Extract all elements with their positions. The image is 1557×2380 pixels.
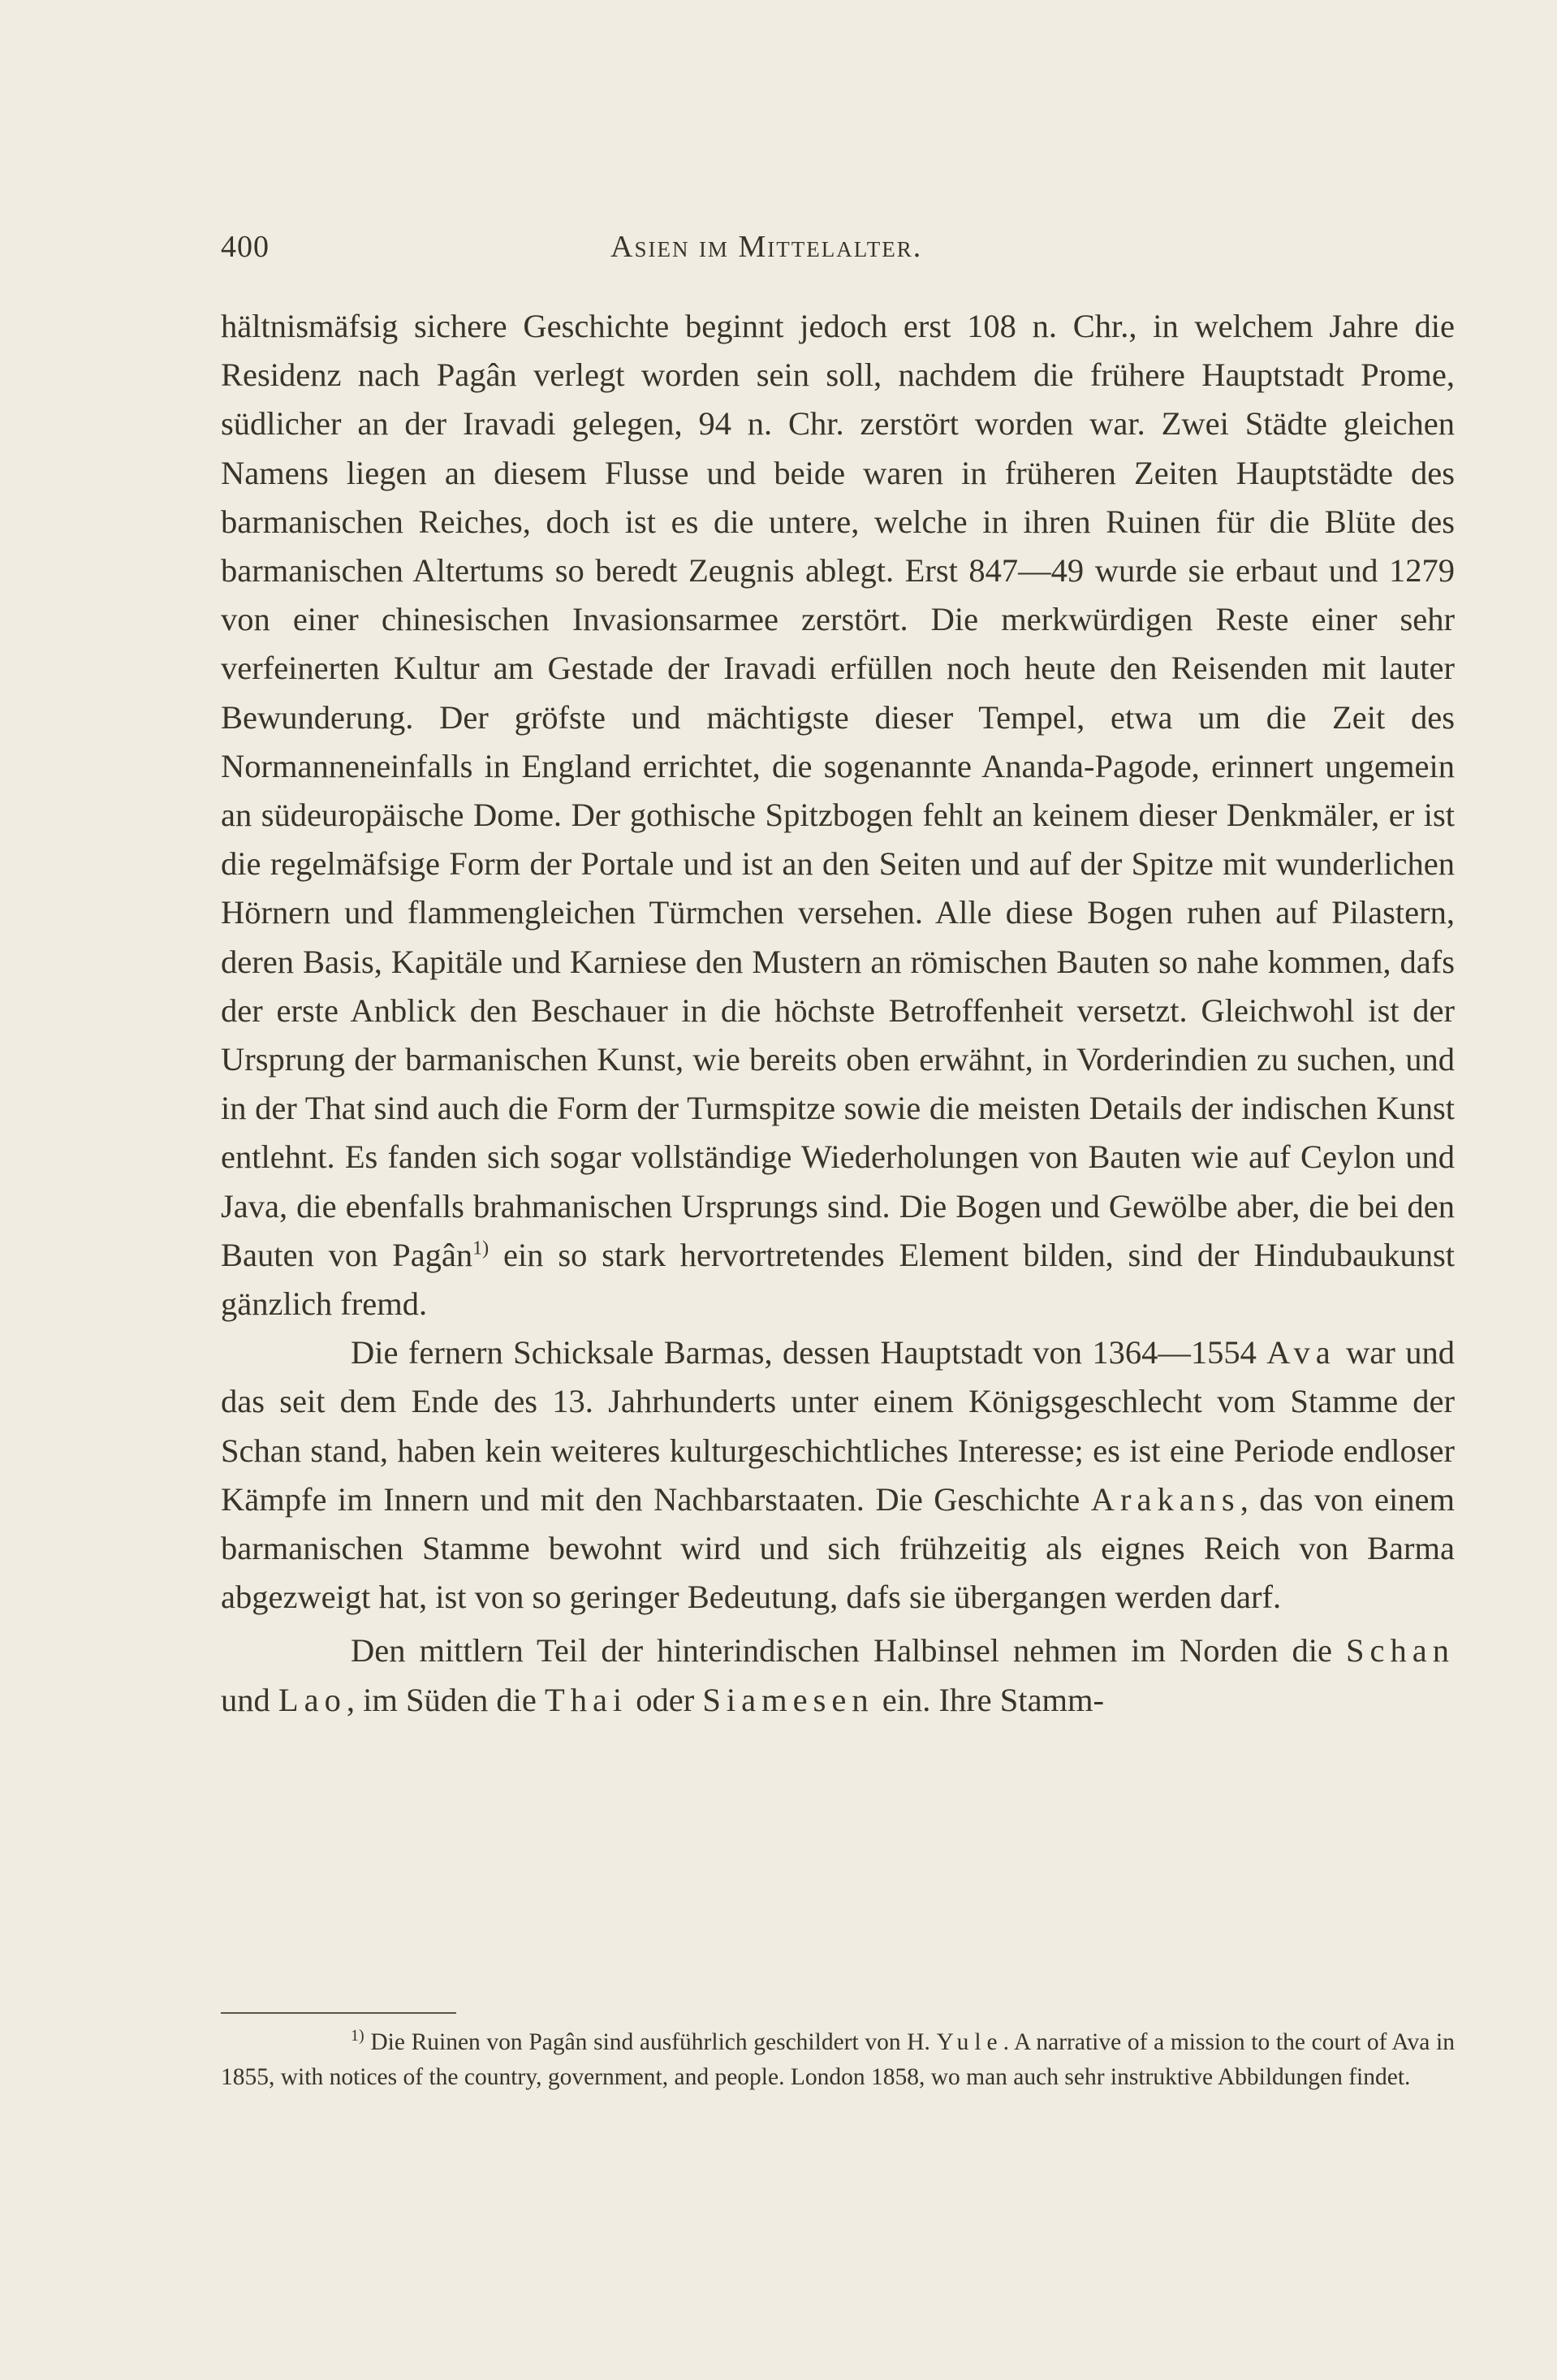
footnote-marker: 1) <box>351 2027 364 2045</box>
footnote-author: Yule <box>936 2029 1003 2055</box>
paragraph-3-text-a: Den mittlern Teil der hinterindischen Halbinsel nehmen im Norden die <box>351 1632 1347 1669</box>
paragraph-3 <box>221 1626 1455 1724</box>
emphasis-siamesen: Siamesen <box>702 1681 874 1718</box>
emphasis-ava: Ava <box>1266 1334 1336 1371</box>
emphasis-lao: Lao <box>278 1681 347 1718</box>
paragraph-2-text-a: Die fernern Schicksale Barmas, dessen Hauptstadt von 1364—1554 <box>351 1334 1267 1371</box>
paragraph-3-text-c: , im Süden die <box>346 1681 545 1718</box>
page-number: 400 <box>221 230 270 264</box>
paragraph-2-text-b: war und das seit dem Ende des 13. Jahrhunderts unter einem Königsgeschlecht vom Stamme der Schan stand, haben kein weiteres kulturgeschichtliches Interesse; es ist eine Periode endloser Kämpfe im Innern und mit den Nachbarstaaten. Die Geschichte <box>221 1334 1455 1518</box>
running-title: Asien im Mittelalter. <box>610 230 923 264</box>
footnote-reference: 1) <box>472 1238 490 1259</box>
emphasis-arakans: Arakans <box>1090 1480 1240 1518</box>
paragraph-1-text: hältnismäfsig sichere Geschichte beginnt jedoch erst 108 n. Chr., in welchem Jahre die Residenz nach Pagân verlegt worden sein soll, nachdem die frühere Hauptstadt Prome, südlicher an der Iravadi gelegen, 94 n. Chr. zerstört worden war. Zwei Städte gleichen Namens liegen an diesem Flusse und beide waren in früheren Zeiten Hauptstädte des barmanischen Reiches, doch ist es die untere, welche in ihren Ruinen für die Blüte des barmanischen Altertums so beredt Zeugnis ablegt. Erst 847—49 wurde sie erbaut und 1279 von einer chinesischen Invasionsarmee zerstört. Die merkwürdigen Reste einer sehr verfeinerten Kultur am Gestade der Iravadi erfüllen noch heute den Reisenden mit lauter Bewunderung. Der gröfste und mächtigste dieser Tempel, etwa um die Zeit des Normanneneinfalls in England errichtet, die sogenannte Ananda-Pagode, erinnert ungemein an südeuropäische Dome. Der gothische Spitzbogen fehlt an keinem dieser Denkmäler, er ist die regelmäfsige Form der Portale und ist an den Seiten und auf der Spitze mit wunderlichen Hörnern und flammengleichen Türmchen versehen. Alle diese Bogen ruhen auf Pilastern, deren Basis, Kapitäle und Karniese den Mustern an römischen Bauten so nahe kommen, dafs der erste Anblick den Beschauer in die höchste Betroffenheit versetzt. Gleichwohl ist der Ursprung der barmanischen Kunst, wie bereits oben erwähnt, in Vorderindien zu suchen, und in der That sind auch die Form der Turmspitze sowie die meisten Details der indischen Kunst entlehnt. Es fanden sich sogar vollständige Wiederholungen von Bauten wie auf Ceylon und Java, die ebenfalls brahmanischen Ursprungs sind. Die Bogen und Gewölbe aber, die bei den Bauten von Pagân <box>221 308 1455 1273</box>
paragraph-3-text-b: und <box>221 1681 278 1718</box>
paragraph-3-text-d: oder <box>628 1681 703 1718</box>
footnote-text-a: Die Ruinen von Pagân sind ausführlich geschildert von H. <box>364 2029 937 2055</box>
paragraph-2 <box>221 1328 1455 1622</box>
running-head <box>221 229 1455 270</box>
emphasis-schan: Schan <box>1346 1632 1455 1669</box>
footnote-divider <box>221 2012 456 2014</box>
footnote <box>221 2025 1455 2095</box>
paragraph-2-text-c: , das von einem barmanischen Stamme bewohnt wird und sich frühzeitig als eignes Reich von Barma abgezweigt hat, ist von so geringer Bedeutung, dafs sie übergangen werden darf. <box>221 1480 1455 1616</box>
footnote-text-b: . A narrative of a mission to the court of Ava in 1855, with notices of the country, government, and people. London 1858, wo man auch sehr instruktive Abbildungen findet. <box>221 2029 1455 2090</box>
paragraph-1 <box>221 302 1455 1328</box>
body-text <box>221 302 1455 1725</box>
paragraph-3-text-e: ein. Ihre Stamm- <box>873 1681 1105 1718</box>
paragraph-1-end: ein so stark hervortretendes Element bilden, sind der Hindubaukunst gänzlich fremd. <box>221 1236 1455 1323</box>
emphasis-thai: Thai <box>544 1681 628 1718</box>
